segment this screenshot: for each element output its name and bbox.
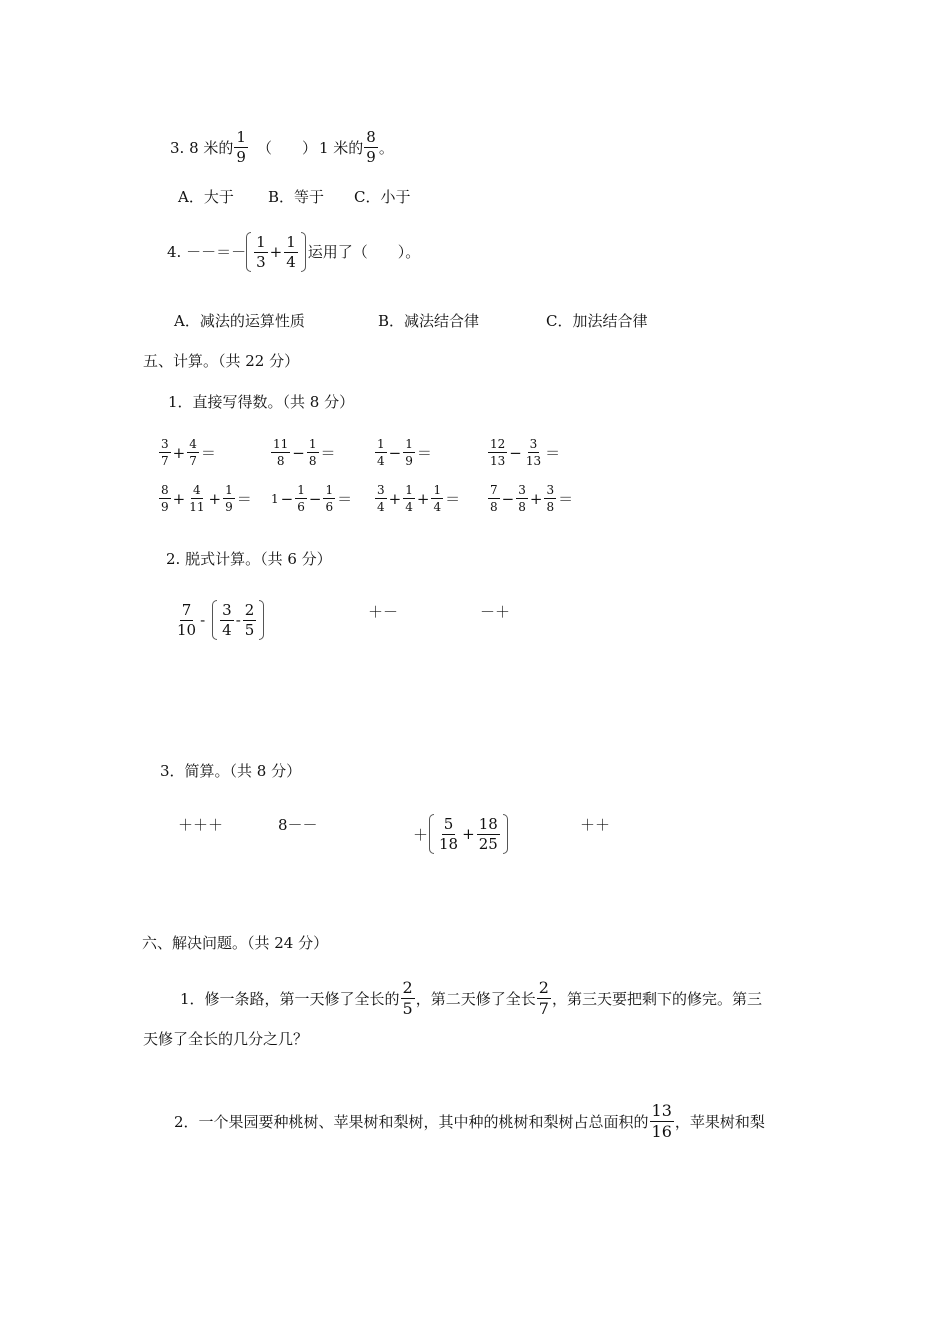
fraction	[516, 484, 528, 513]
problem-1-fraction-2	[537, 980, 551, 1017]
fraction	[159, 438, 171, 467]
fraction	[187, 438, 199, 467]
question-4	[167, 232, 420, 272]
parenthesis	[429, 814, 434, 854]
fraction	[271, 438, 290, 467]
fraction-denominator: 9	[366, 148, 376, 166]
part-3-title: 3．简算。（共 8 分）	[160, 762, 302, 780]
fraction	[187, 484, 206, 513]
operator: -	[235, 611, 241, 629]
q3-fraction-1	[234, 130, 248, 165]
fraction-denominator: 18	[439, 834, 459, 853]
simplify-calc-1: ＋＋＋	[178, 816, 224, 834]
fraction-denominator: 9	[405, 454, 413, 468]
step-calc-2: ＋－	[368, 603, 399, 621]
operator: ＝	[545, 444, 561, 462]
fraction-numerator: 1	[308, 437, 317, 451]
fraction-denominator: 7	[189, 454, 197, 468]
operator: +	[172, 443, 186, 462]
fraction	[524, 438, 543, 467]
fraction-numerator: 1	[405, 437, 413, 451]
parenthesis	[503, 814, 508, 854]
fraction-denominator: 4	[433, 500, 442, 514]
operator: ＝	[236, 490, 252, 508]
q4-prefix: 4. －－＝－	[167, 243, 247, 261]
fraction	[159, 484, 171, 513]
fraction-denominator: 13	[525, 454, 542, 468]
section-6-title: 六、解决问题。（共 24 分）	[142, 934, 329, 952]
fraction	[488, 438, 507, 467]
fraction-numerator: 3	[377, 483, 385, 497]
mental-calc-2	[270, 438, 337, 467]
simplify-calc-4: ＋＋	[580, 816, 611, 834]
fraction-denominator: 4	[405, 500, 413, 514]
operator: +	[416, 489, 430, 508]
fraction-numerator: 2	[538, 978, 549, 997]
q3-answer-blank[interactable]: （ ）	[256, 138, 317, 157]
right-paren	[301, 232, 306, 272]
problem-2-line-1: 2．一个果园要种桃树、苹果树和梨树，其中种的桃树和梨树占总面积的 $\frac{13}{16}$ ，苹果树和梨	[174, 1101, 765, 1141]
operator: +	[208, 489, 222, 508]
fraction-denominator: 9	[236, 148, 246, 166]
step-calc-1	[174, 600, 264, 640]
step-calc-3: －＋	[480, 603, 511, 621]
fraction-denominator: 13	[490, 454, 506, 468]
fraction-numerator: 1	[433, 483, 442, 497]
q4-fraction-1	[254, 232, 268, 271]
operator: −	[308, 489, 322, 508]
operator: 1	[271, 491, 279, 506]
fraction-numerator: 1	[225, 483, 233, 497]
fraction-denominator: 6	[325, 500, 334, 514]
mental-calc-6	[270, 484, 353, 513]
q3-option-c[interactable]: C．小于	[354, 188, 411, 206]
operator: ＝	[337, 490, 353, 508]
mental-calc-5	[158, 484, 253, 513]
left-paren	[246, 232, 251, 272]
fraction-denominator: 8	[308, 454, 317, 468]
fraction-denominator: 4	[377, 500, 385, 514]
fraction-numerator: 13	[651, 1101, 672, 1120]
question-3	[170, 130, 394, 165]
operator: −	[292, 443, 305, 462]
fraction-denominator: 25	[478, 834, 498, 853]
fraction-numerator: 4	[189, 437, 197, 451]
fraction	[295, 484, 307, 513]
fraction	[544, 484, 556, 513]
q3-fraction-2	[364, 130, 378, 165]
mental-calc-4	[487, 438, 561, 467]
problem-1-line-2: 天修了全长的几分之几？	[143, 1030, 309, 1048]
q3-option-a[interactable]: A．大于	[178, 188, 234, 206]
operator: ＝	[320, 444, 336, 462]
fraction-numerator: 1	[286, 232, 296, 251]
fraction-numerator: 3	[161, 437, 169, 451]
q4-plus: +	[269, 243, 283, 261]
fraction	[375, 438, 387, 467]
mental-calc-8	[487, 484, 574, 513]
fraction-numerator: 12	[490, 437, 506, 451]
fraction	[307, 438, 319, 467]
fraction	[488, 484, 500, 513]
operator: ＝	[200, 444, 216, 462]
fraction	[437, 814, 460, 853]
simplify-calc-2: 8－－	[278, 816, 318, 834]
q4-option-c[interactable]: C．加法结合律	[546, 312, 648, 330]
fraction-numerator: 3	[546, 483, 555, 497]
fraction-numerator: 2	[402, 978, 413, 997]
fraction-denominator: 7	[161, 454, 169, 468]
fraction-denominator: 11	[189, 500, 205, 514]
fraction-denominator: 8	[546, 500, 555, 514]
fraction	[223, 484, 235, 513]
operator: ＝	[445, 490, 461, 508]
fraction-denominator: 10	[177, 620, 197, 639]
q4-option-b[interactable]: B．减法结合律	[378, 312, 480, 330]
q4-fraction-2	[284, 232, 298, 271]
fraction	[431, 484, 443, 513]
q4-option-a[interactable]: A．减法的运算性质	[174, 312, 305, 330]
fraction-denominator: 9	[225, 500, 233, 514]
fraction	[375, 484, 387, 513]
q3-option-b[interactable]: B．等于	[268, 188, 325, 206]
operator: ＝	[558, 490, 574, 508]
simplify-calc-3	[412, 814, 508, 854]
fraction-numerator: 7	[490, 483, 498, 497]
fraction-numerator: 4	[193, 483, 201, 497]
operator: −	[501, 489, 515, 508]
fraction	[220, 600, 234, 639]
operator: −	[280, 489, 294, 508]
q3-mid: 1 米的	[318, 138, 364, 157]
fraction-denominator: 8	[276, 454, 285, 468]
operator: -	[200, 611, 206, 629]
fraction-numerator: 3	[518, 483, 526, 497]
q3-prefix: 3. 8 米的	[170, 138, 234, 157]
fraction-denominator: 16	[651, 1122, 672, 1141]
fraction-numerator: 11	[273, 437, 289, 451]
mental-calc-1	[158, 438, 217, 467]
section-5-title: 五、计算。（共 22 分）	[143, 352, 300, 370]
fraction-denominator: 7	[538, 999, 549, 1018]
fraction-numerator: 3	[222, 600, 232, 619]
q3-end: 。	[378, 138, 394, 157]
q4-suffix: 运用了（ ）。	[307, 243, 421, 261]
fraction-numerator: 1	[256, 232, 266, 251]
mental-calc-3	[374, 438, 433, 467]
fraction-denominator: 8	[490, 500, 498, 514]
fraction-numerator: 2	[244, 600, 255, 619]
parenthesis	[212, 600, 217, 640]
operator: −	[509, 443, 522, 462]
operator: ＋	[413, 825, 429, 844]
fraction-denominator: 6	[297, 500, 305, 514]
operator: −	[388, 443, 402, 462]
fraction-numerator: 1	[377, 437, 385, 451]
fraction-numerator: 18	[478, 814, 498, 833]
operator: +	[529, 489, 543, 508]
fraction-numerator: 3	[529, 437, 538, 451]
fraction	[477, 814, 500, 853]
fraction-numerator: 7	[181, 600, 192, 619]
fraction	[403, 484, 415, 513]
fraction-denominator: 8	[518, 500, 526, 514]
fraction-denominator: 4	[222, 620, 232, 639]
fraction-numerator: 8	[161, 483, 169, 497]
fraction	[175, 600, 198, 639]
mental-calc-7	[374, 484, 461, 513]
fraction-denominator: 9	[161, 500, 169, 514]
fraction-numerator: 1	[297, 483, 305, 497]
fraction-denominator: 3	[256, 252, 266, 271]
operator: +	[388, 489, 402, 508]
fraction-numerator: 1	[325, 483, 334, 497]
operator: +	[172, 489, 186, 508]
part-2-title: 2. 脱式计算。（共 6 分）	[166, 550, 332, 568]
fraction-denominator: 5	[244, 620, 255, 639]
fraction-numerator: 1	[405, 483, 413, 497]
fraction-numerator: 8	[366, 128, 376, 146]
problem-1-line-1: 1．修一条路，第一天修了全长的 $\frac{2}{5}$ ，第二天修了全长 $\frac{2}{7}$ ，第三天要把剩下的修完。第三	[180, 978, 762, 1018]
fraction-numerator: 5	[443, 814, 454, 833]
fraction-denominator: 4	[377, 454, 385, 468]
parenthesis	[259, 600, 264, 640]
fraction-numerator: 1	[236, 128, 246, 146]
problem-1-fraction-1	[401, 980, 415, 1017]
problem-2-fraction	[650, 1103, 674, 1140]
part-1-title: 1．直接写得数。（共 8 分）	[168, 393, 355, 411]
fraction	[323, 484, 335, 513]
fraction	[243, 600, 257, 639]
operator: +	[462, 825, 475, 843]
fraction-denominator: 5	[402, 999, 413, 1018]
fraction	[403, 438, 415, 467]
operator: ＝	[416, 444, 432, 462]
fraction-denominator: 4	[286, 252, 296, 271]
